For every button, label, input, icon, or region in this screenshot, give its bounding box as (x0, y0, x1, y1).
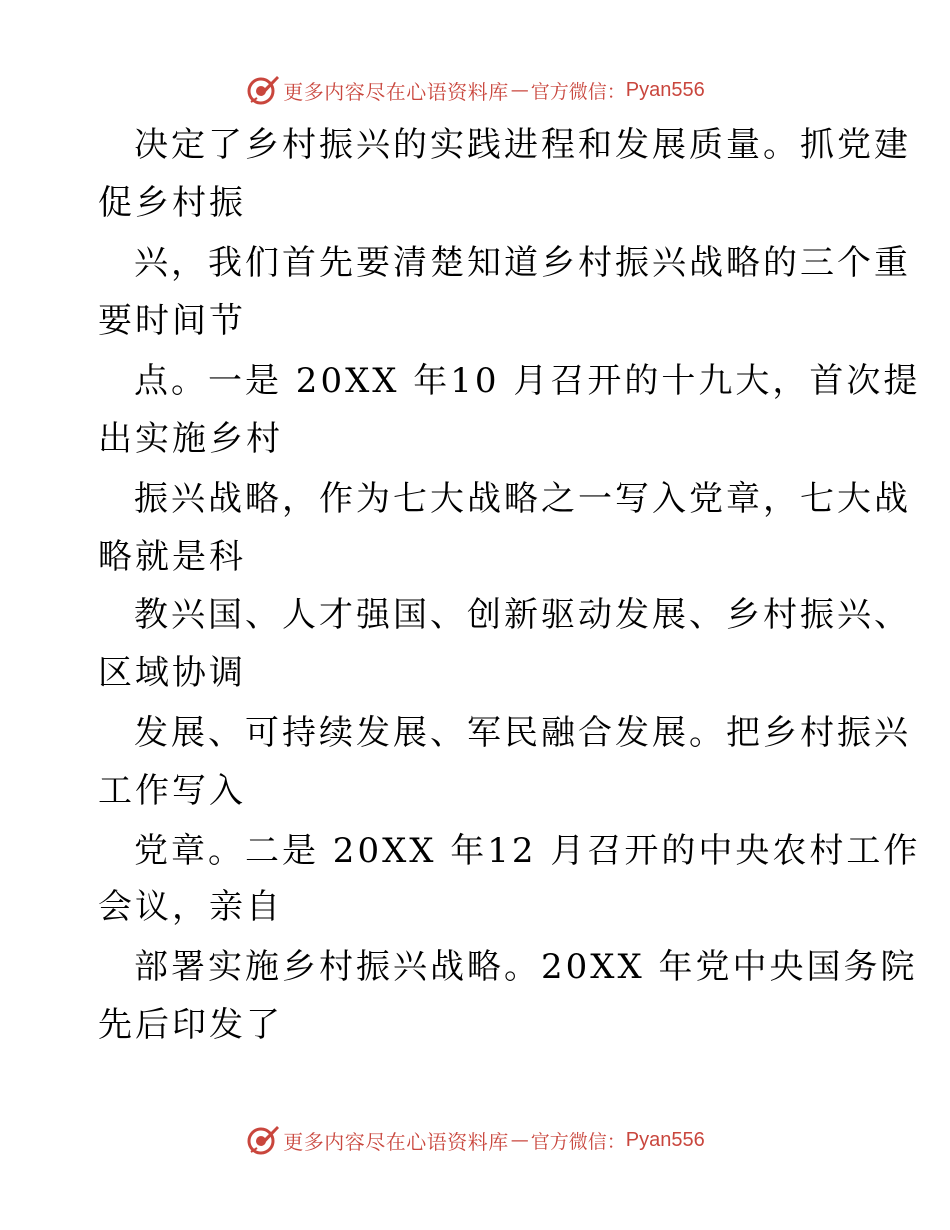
header-wechat-label: 官方微信： (530, 80, 626, 103)
body-line-2: 促乡村振 (98, 183, 246, 223)
body-line-16: 先后印发了 (98, 1005, 283, 1045)
body-line-8: 略就是科 (98, 537, 246, 577)
body-line-4: 要时间节 (98, 301, 246, 341)
body-line-10: 区域协调 (98, 653, 246, 693)
footer-banner (0, 1120, 950, 1160)
body-line-7: 振兴战略，作为七大战略之一写入党章，七大战 (134, 479, 911, 519)
body-line-15: 部署实施乡村振兴战略。20XX 年党中央国务院 (134, 947, 918, 987)
header-separator: — (510, 79, 529, 101)
body-line-5: 点。一是 20XX 年10 月召开的十九大，首次提 (134, 361, 921, 401)
quill-circle-icon (245, 72, 281, 108)
footer-brand-text: 更多内容尽在心语资料库 (283, 1129, 509, 1154)
body-line-13: 党章。二是 20XX 年12 月召开的中央农村工作 (134, 831, 921, 871)
body-line-9: 教兴国、人才强国、创新驱动发展、乡村振兴、 (134, 595, 911, 635)
quill-circle-icon (245, 1122, 281, 1158)
header-wechat-id: Pyan556 (625, 78, 705, 101)
body-line-14: 会议，亲自 (98, 887, 283, 927)
footer-wechat-label: 官方微信： (530, 1130, 626, 1153)
footer-wechat-id: Pyan556 (625, 1128, 705, 1151)
header-brand-text: 更多内容尽在心语资料库 (283, 79, 509, 104)
footer-separator: — (510, 1129, 529, 1151)
header-banner (0, 70, 950, 110)
body-line-12: 工作写入 (98, 771, 246, 811)
body-line-11: 发展、可持续发展、军民融合发展。把乡村振兴 (134, 713, 911, 753)
body-line-1: 决定了乡村振兴的实践进程和发展质量。抓党建 (134, 125, 911, 165)
body-line-3: 兴，我们首先要清楚知道乡村振兴战略的三个重 (134, 243, 911, 283)
body-line-6: 出实施乡村 (98, 419, 283, 459)
